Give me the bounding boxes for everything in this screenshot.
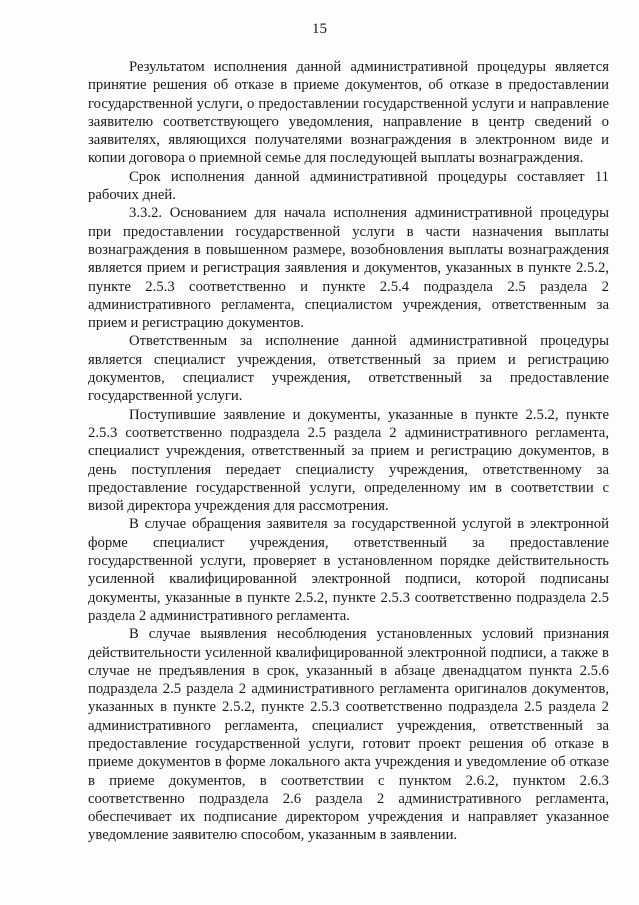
paragraph-electronic-form: В случае обращения заявителя за государственной услугой в электронной форме специалист учреждения, ответственный за предоставление государственной услуги, проверяет в установленном порядке действительность усиленной квалифицированной электронной подписи, которой подписаны документы, указанные в пункте 2.5.2, пункте 2.5.3 соответственно подраздела 2.5 раздела 2 административного регламента.: [88, 516, 609, 624]
document-body: [88, 58, 609, 845]
page-number: 15: [312, 21, 327, 37]
paragraph-received-documents: Поступившие заявление и документы, указанные в пункте 2.5.2, пункте 2.5.3 соответственно подраздела 2.5 раздела 2 административного регламента, специалист учреждения, ответственный за прием и регистрацию документов, в день поступления передает специалисту учреждения, ответственному за предоставление государственной услуги, определенному им в соответствии с визой директора учреждения для рассмотрения.: [88, 406, 609, 515]
paragraph-refusal: В случае выявления несоблюдения установленных условий признания действительности усиленной квалифицированной электронной подписи, а также в случае не предъявления в срок, указанный в абзаце двенадцатом пункта 2.5.6 подраздела 2.5 раздела 2 административного регламента оригиналов документов, указанных в пункте 2.5.2, пункте 2.5.3 соответственно подраздела 2.5 раздела 2 административного регламента, специалист учреждения, ответственный за предоставление государственной услуги, готовит проект решения об отказе в приеме документов в форме локального акта учреждения и уведомление об отказе в приеме документов, в соответствии с пунктом 2.6.2, пунктом 2.6.3 соответственно подраздела 2.6 раздела 2 административного регламента, обеспечивает их подписание директором учреждения и направляет указанное уведомление заявителю способом, указанным в заявлении.: [88, 626, 609, 844]
paragraph-term: Срок исполнения данной административной процедуры составляет 11 рабочих дней.: [88, 168, 609, 204]
paragraph-3-3-2: 3.3.2. Основанием для начала исполнения административной процедуры при предоставлении государственной услуги в части назначения выплаты вознаграждения в повышенном размере, возобновления выплаты вознаграждения является прием и регистрация заявления и документов, указанных в пункте 2.5.2, пункте 2.5.3 соответственно и пункте 2.5.4 подраздела 2.5 раздела 2 административного регламента, специалистом учреждения, ответственным за прием и регистрацию документов.: [88, 205, 609, 332]
paragraph-responsible: Ответственным за исполнение данной административной процедуры является специалист учреждения, ответственный за прием и регистрацию документов, специалист учреждения, ответственный за предоставление государственной услуги.: [88, 333, 609, 405]
paragraph-result: Результатом исполнения данной административной процедуры является принятие решения об отказе в приеме документов, об отказе в предоставлении государственной услуги, о предоставлении государственной услуги и направление заявителю соответствующего уведомления, направление в центр сведений о заявителях, являющихся получателями вознаграждения в электронном виде и копии договора о приемной семье для последующей выплаты вознаграждения.: [88, 59, 609, 167]
